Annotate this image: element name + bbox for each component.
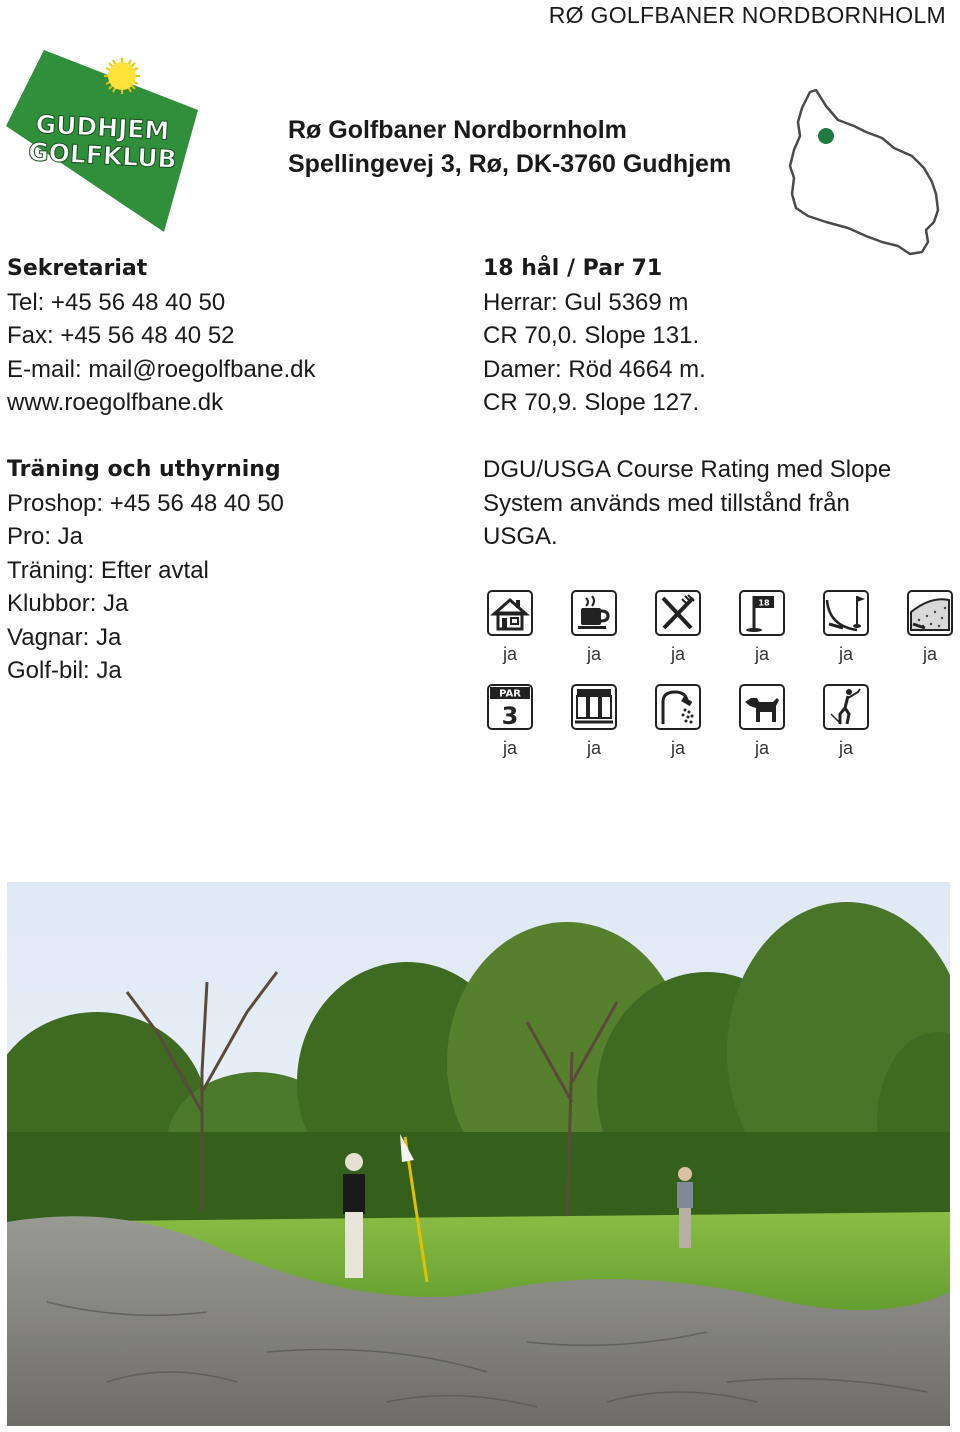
training-heading: Träning och uthyrning (7, 457, 281, 482)
par-label: PAR (499, 688, 521, 700)
facility-label: ja (754, 738, 769, 758)
club-address: Spellingevej 3, Rø, DK-3760 Gudhjem (288, 150, 732, 178)
facility-label: ja (502, 738, 517, 758)
facility-cafe (552, 590, 636, 665)
lockers-icon (571, 684, 617, 730)
page-header-title: RØ GOLFBANER NORDBORNHOLM (548, 2, 946, 28)
club-logo (4, 48, 200, 234)
facility-lockers (552, 684, 636, 759)
clubhouse-icon (487, 590, 533, 636)
course-heading: 18 hål / Par 71 (483, 256, 663, 281)
rating-line: USGA. (483, 523, 558, 550)
facility-label: ja (922, 644, 937, 664)
bornholm-map (786, 86, 942, 258)
island-outline (790, 90, 938, 254)
training-line: Klubbor: Ja (7, 590, 129, 617)
facility-par3 (468, 684, 552, 759)
course-line: Damer: Röd 4664 m. (483, 355, 706, 383)
course-line: CR 70,0. Slope 131. (483, 322, 700, 349)
bunker-practice-icon (907, 590, 953, 636)
facility-clubhouse (468, 590, 552, 665)
training-line: Träning: Efter avtal (7, 556, 209, 584)
driving-range-icon (823, 684, 869, 730)
flag-number: 18 (758, 598, 770, 608)
facility-driving-range (804, 684, 888, 759)
secretariat-fax: Fax: +45 56 48 40 52 (7, 322, 235, 349)
facility-label: ja (754, 644, 769, 664)
training-line: Vagnar: Ja (7, 623, 122, 651)
training-line: Pro: Ja (7, 523, 84, 550)
facility-label: ja (586, 738, 601, 758)
facility-label: ja (670, 738, 685, 758)
secretariat-website[interactable]: www.roegolfbane.dk (7, 389, 224, 416)
facility-label: ja (838, 738, 853, 758)
secretariat-heading: Sekretariat (7, 256, 148, 281)
cafe-icon (571, 590, 617, 636)
training-line: Golf-bil: Ja (7, 657, 122, 684)
facility-18-holes (720, 590, 804, 665)
par-number: 3 (501, 702, 519, 730)
logo-text-line1: GUDHJEM (34, 109, 170, 146)
hole-18-flag-icon (739, 590, 785, 636)
secretariat-email[interactable]: E-mail: mail@roegolfbane.dk (7, 355, 316, 383)
course-photo (7, 882, 950, 1426)
facility-label: ja (586, 644, 601, 664)
contact-column (7, 252, 457, 688)
club-name: Rø Golfbaner Nordbornholm (288, 116, 627, 144)
facility-putting-green (804, 590, 888, 665)
dogs-allowed-icon (739, 684, 785, 730)
facility-bunker (888, 590, 960, 665)
facility-dogs (720, 684, 804, 759)
putting-green-icon (823, 590, 869, 636)
facility-label: ja (670, 644, 685, 664)
facility-shower (636, 684, 720, 759)
shower-icon (655, 684, 701, 730)
logo-text-line2: GOLFKLUB (27, 137, 178, 174)
facility-label: ja (838, 644, 853, 664)
course-line: CR 70,9. Slope 127. (483, 389, 700, 416)
location-marker (818, 128, 834, 144)
course-column (483, 252, 953, 554)
restaurant-icon (655, 590, 701, 636)
course-line: Herrar: Gul 5369 m (483, 288, 689, 316)
training-line: Proshop: +45 56 48 40 50 (7, 489, 284, 517)
secretariat-tel: Tel: +45 56 48 40 50 (7, 288, 226, 316)
rating-line: System används med tillstånd från (483, 489, 850, 517)
par3-course-icon (487, 684, 533, 730)
rating-line: DGU/USGA Course Rating med Slope (483, 456, 892, 483)
facility-restaurant (636, 590, 720, 665)
facility-label: ja (502, 644, 517, 664)
